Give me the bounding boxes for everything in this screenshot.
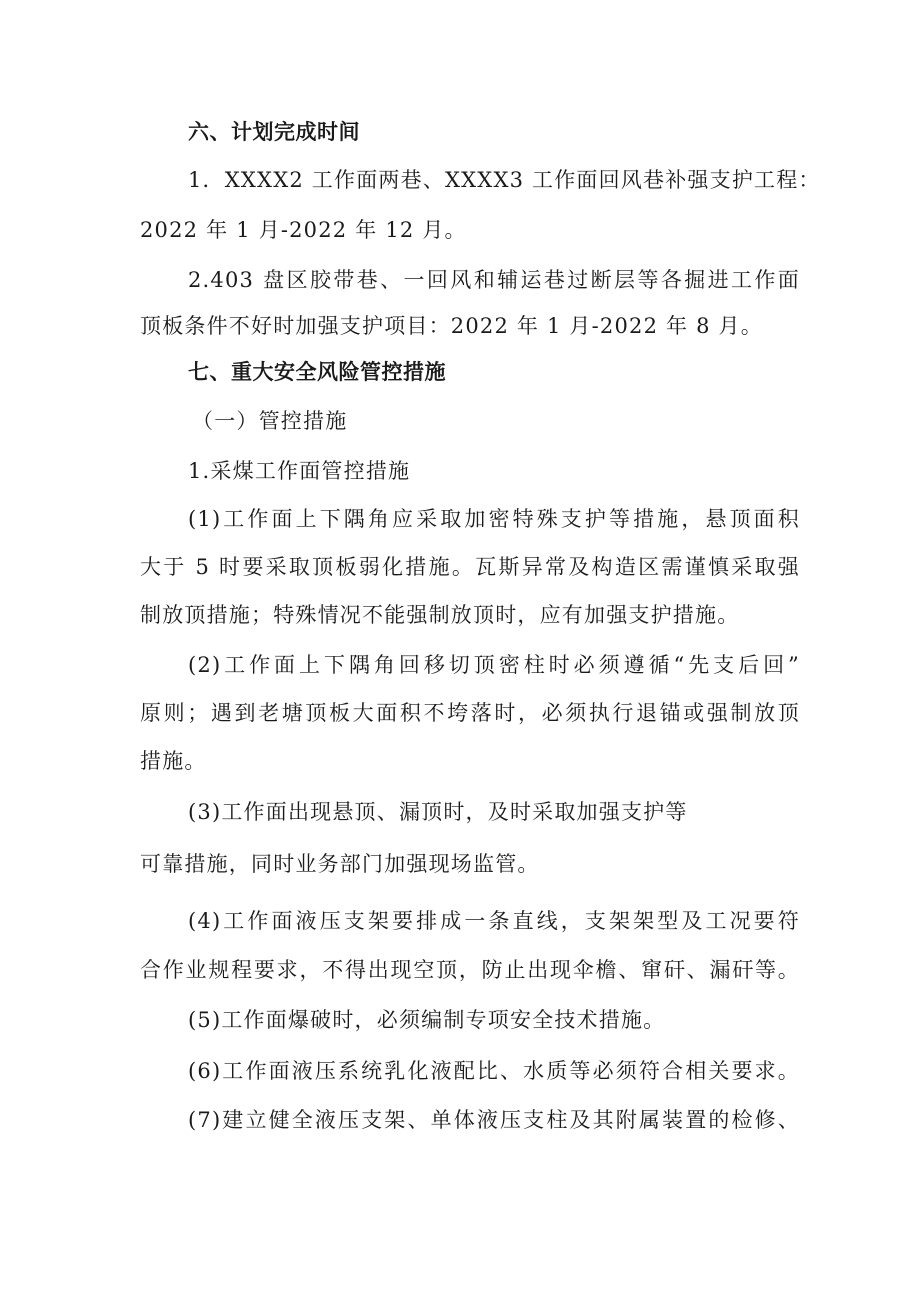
schedule-item-2-line-2: 顶板条件不好时加强支护项目：2022 年 1 月-2022 年 8 月。 [140, 314, 763, 338]
measure-7-line-1: (7)建立健全液压支架、单体液压支柱及其附属装置的检修、 [188, 1108, 800, 1132]
measure-4-line-1: (4)工作面液压支架要排成一条直线，支架架型及工况要符 [188, 909, 800, 933]
subsection-mining-face: 1.采煤工作面管控措施 [188, 459, 411, 483]
measure-5: (5)工作面爆破时，必须编制专项安全技术措施。 [188, 1008, 666, 1032]
schedule-item-2-line-1: 2.403 盘区胶带巷、一回风和辅运巷过断层等各掘进工作面 [188, 268, 800, 292]
subheading-control-measures: （一）管控措施 [192, 409, 348, 433]
schedule-item-1-line-2: 2022 年 1 月-2022 年 12 月。 [140, 218, 467, 242]
measure-4-line-2: 合作业规程要求，不得出现空顶，防止出现伞檐、窜矸、漏矸等。 [140, 958, 800, 982]
measure-2-line-1: (2)工作面上下隅角回移切顶密柱时必须遵循“先支后回” [188, 653, 800, 677]
measure-3-line-1: (3)工作面出现悬顶、漏顶时，及时采取加强支护等 [188, 800, 688, 824]
measure-2-line-2: 原则；遇到老塘顶板大面积不垮落时，必须执行退锚或强制放顶 [140, 701, 800, 725]
measure-6: (6)工作面液压系统乳化液配比、水质等必须符合相关要求。 [188, 1059, 800, 1083]
measure-3-line-2: 可靠措施，同时业务部门加强现场监管。 [140, 852, 540, 876]
schedule-item-1-line-1: 1．XXXX2 工作面两巷、XXXX3 工作面回风巷补强支护工程： [188, 168, 821, 192]
section-heading-schedule: 六、计划完成时间 [188, 120, 360, 144]
measure-1-line-3: 制放顶措施；特殊情况不能强制放顶时，应有加强支护措施。 [140, 603, 740, 627]
measure-1-line-1: (1)工作面上下隅角应采取加密特殊支护等措施，悬顶面积 [188, 507, 800, 531]
measure-2-line-3: 措施。 [140, 749, 207, 773]
section-heading-risk-control: 七、重大安全风险管控措施 [188, 360, 446, 384]
measure-1-line-2: 大于 5 时要采取顶板弱化措施。瓦斯异常及构造区需谨慎采取强 [140, 555, 800, 579]
